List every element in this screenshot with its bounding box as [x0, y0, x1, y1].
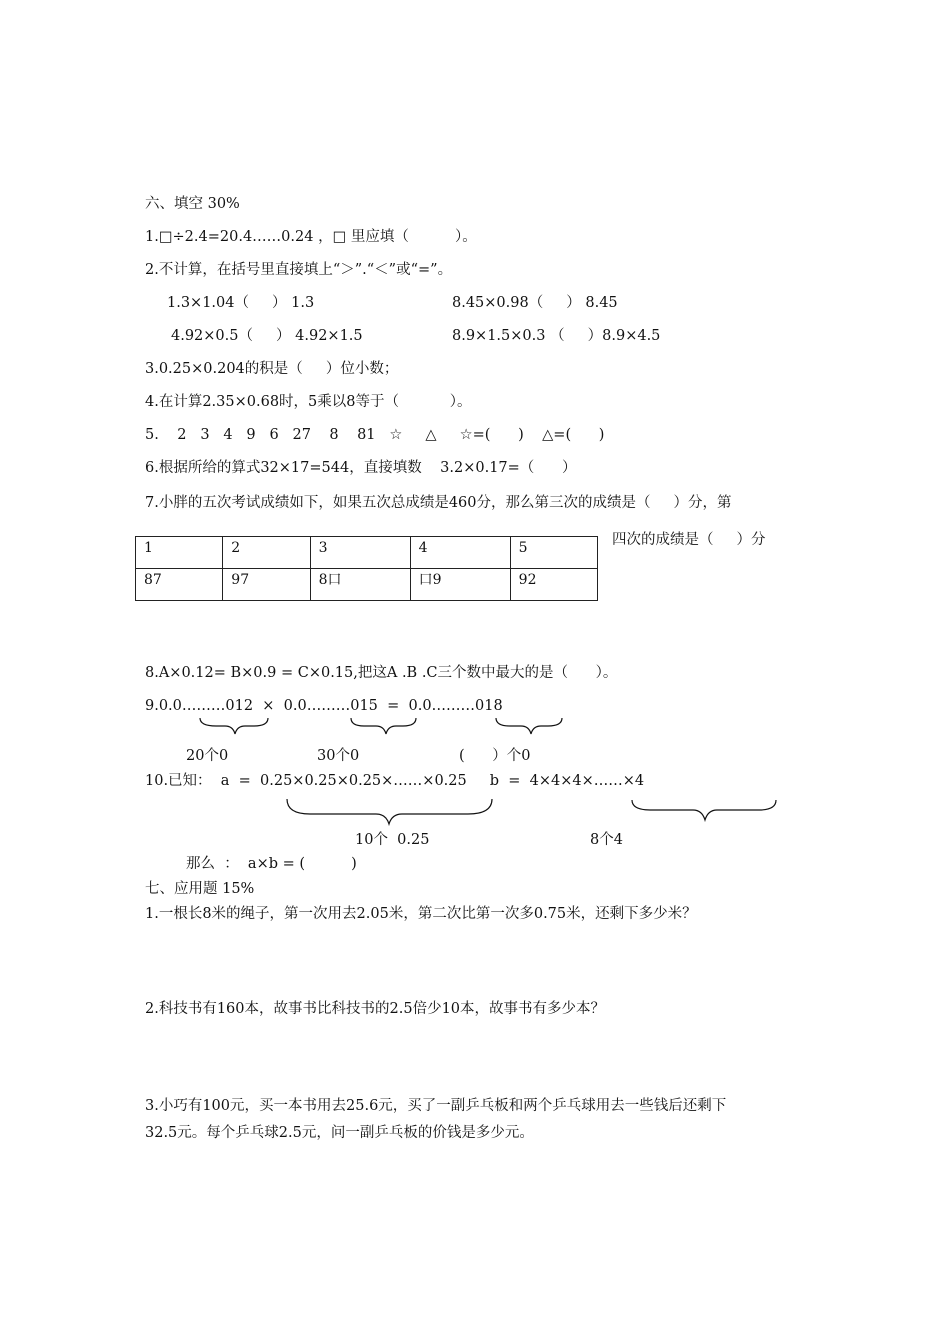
underbrace	[496, 718, 562, 734]
question-8: 8.A×0.12= B×0.9 = C×0.15,把这A .B .C三个数中最大的是（ ）。	[145, 665, 618, 681]
table-cell: 2	[223, 537, 310, 569]
question-10-label-1: 10个 0.25	[355, 832, 430, 848]
table-cell: 8口	[310, 569, 410, 601]
section-7-title: 七、应用题 15%	[145, 881, 255, 897]
question-2-item-c: 4.92×0.5（ ） 4.92×1.5	[171, 328, 363, 344]
question-3: 3.0.25×0.204的积是（ ）位小数；	[145, 361, 399, 377]
table-cell: 3	[310, 537, 410, 569]
question-10-label-2: 8个4	[590, 832, 623, 848]
application-question-3-continued: 32.5元。每个乒乓球2.5元，问一副乒乓板的价钱是多少元。	[145, 1125, 534, 1141]
question-5: 5. 2 3 4 9 6 27 8 81 ☆ △ ☆=( ) △=( )	[145, 427, 605, 443]
question-7: 7.小胖的五次考试成绩如下，如果五次总成绩是460分，那么第三次的成绩是（ ）分，第	[145, 495, 732, 511]
underbrace	[632, 800, 776, 820]
table-cell: 5	[510, 537, 597, 569]
question-2-item-a: 1.3×1.04（ ） 1.3	[167, 295, 315, 311]
question-2-item-b: 8.45×0.98（ ） 8.45	[452, 295, 618, 311]
question-9-label-3: ( ）个0	[459, 748, 531, 764]
table-cell: 97	[223, 569, 310, 601]
question-2-item-d: 8.9×1.5×0.3 （ ）8.9×4.5	[452, 328, 661, 344]
question-9: 9.0.0………012 × 0.0………015 = 0.0………018	[145, 698, 503, 714]
question-10-answer: 那么 ： a×b = ( )	[186, 856, 357, 872]
application-question-2: 2.科技书有160本，故事书比科技书的2.5倍少10本，故事书有多少本？	[145, 1001, 606, 1017]
application-question-3: 3.小巧有100元，买一本书用去25.6元，买了一副乒乓板和两个乒乓球用去一些钱后还剩下	[145, 1098, 727, 1114]
table-cell: 口9	[410, 569, 510, 601]
underbrace	[200, 718, 268, 734]
table-cell: 4	[410, 537, 510, 569]
question-9-label-2: 30个0	[317, 748, 360, 764]
table-cell: 92	[510, 569, 597, 601]
underbrace	[287, 799, 492, 824]
question-6: 6.根据所给的算式32×17=544，直接填数 3.2×0.17=（ ）	[145, 460, 577, 476]
question-4: 4.在计算2.35×0.68时，5乘以8等于（ ）。	[145, 394, 472, 410]
table-cell: 1	[136, 537, 223, 569]
question-10: 10.已知： a = 0.25×0.25×0.25×……×0.25 b = 4×4×4×……×4	[145, 773, 645, 789]
application-question-1: 1.一根长8米的绳子，第一次用去2.05米，第二次比第一次多0.75米，还剩下多少米？	[145, 906, 697, 922]
section-6-title: 六、填空 30%	[145, 196, 240, 212]
question-9-label-1: 20个0	[186, 748, 229, 764]
question-2: 2.不计算，在括号里直接填上“＞”.“＜”或“=”。	[145, 262, 453, 278]
question-7-continued: 四次的成绩是（ ）分	[612, 532, 766, 548]
question-1: 1.□÷2.4=20.4……0.24 ，□ 里应填（ ）。	[145, 229, 477, 245]
table-cell: 87	[136, 569, 223, 601]
underbrace	[351, 718, 416, 734]
